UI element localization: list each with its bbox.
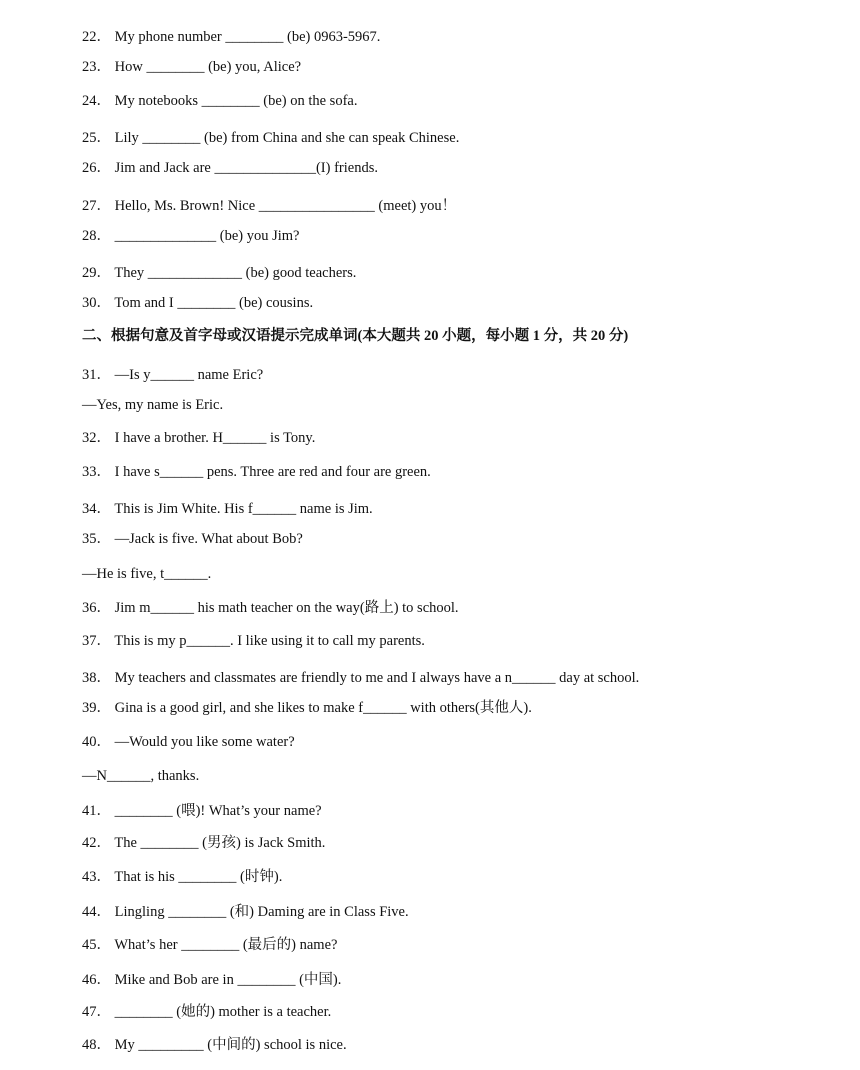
answer-line bbox=[82, 565, 211, 583]
question-line bbox=[82, 463, 431, 481]
question-number: 35． bbox=[82, 531, 111, 547]
question-number: 33． bbox=[82, 464, 111, 480]
question-text: —Would you like some water? bbox=[114, 734, 295, 750]
question-number: 42． bbox=[82, 835, 111, 851]
question-line bbox=[82, 733, 295, 751]
question-number: 43． bbox=[82, 869, 111, 885]
question-line bbox=[82, 802, 322, 820]
question-text: Lily ________ (be) from China and she can speak Chinese. bbox=[114, 130, 460, 146]
question-line bbox=[82, 366, 263, 384]
question-text: ______________ (be) you Jim? bbox=[114, 228, 300, 244]
question-number: 22． bbox=[82, 29, 111, 45]
question-line bbox=[82, 868, 282, 886]
question-text: Mike and Bob are in ________ (中国). bbox=[114, 972, 342, 988]
question-text: My phone number ________ (be) 0963-5967. bbox=[114, 29, 381, 45]
question-text: —Jack is five. What about Bob? bbox=[114, 531, 303, 547]
question-line bbox=[82, 669, 639, 687]
question-number: 36． bbox=[82, 600, 111, 616]
answer-line bbox=[82, 767, 199, 785]
question-number: 41． bbox=[82, 803, 111, 819]
question-text: Jim and Jack are ______________(I) friends. bbox=[114, 160, 378, 176]
question-text: This is Jim White. His f______ name is Jim. bbox=[114, 501, 373, 517]
section-heading: 二、根据句意及首字母或汉语提示完成单词(本大题共 20 小题，每小题 1 分，共 20 分) bbox=[82, 328, 629, 344]
question-number: 25． bbox=[82, 130, 111, 146]
question-line bbox=[82, 903, 409, 921]
question-text: My notebooks ________ (be) on the sofa. bbox=[114, 93, 358, 109]
question-line bbox=[82, 500, 373, 518]
question-line bbox=[82, 599, 459, 617]
question-number: 27． bbox=[82, 198, 111, 214]
question-text: That is his ________ (时钟). bbox=[114, 869, 283, 885]
question-number: 48． bbox=[82, 1037, 111, 1053]
question-number: 44． bbox=[82, 904, 111, 920]
question-number: 28． bbox=[82, 228, 111, 244]
question-text: What’s her ________ (最后的) name? bbox=[114, 937, 338, 953]
question-number: 37． bbox=[82, 633, 111, 649]
question-line bbox=[82, 632, 425, 650]
question-number: 29． bbox=[82, 265, 111, 281]
question-text: —He is five, t______. bbox=[82, 566, 212, 582]
question-number: 34． bbox=[82, 501, 111, 517]
question-text: My _________ (中间的) school is nice. bbox=[114, 1037, 347, 1053]
question-line bbox=[82, 936, 337, 954]
question-line bbox=[82, 197, 456, 215]
question-text: They _____________ (be) good teachers. bbox=[114, 265, 357, 281]
question-text: ________ (喂)! What’s your name? bbox=[114, 803, 322, 819]
question-number: 46． bbox=[82, 972, 111, 988]
question-line bbox=[82, 530, 303, 548]
question-line bbox=[82, 429, 315, 447]
question-number: 47． bbox=[82, 1004, 111, 1020]
question-number: 39． bbox=[82, 700, 111, 716]
question-text: Lingling ________ (和) Daming are in Class Five. bbox=[114, 904, 409, 920]
question-line bbox=[82, 159, 378, 177]
question-number: 32． bbox=[82, 430, 111, 446]
question-line bbox=[82, 92, 357, 110]
question-text: I have a brother. H______ is Tony. bbox=[114, 430, 316, 446]
question-text: Tom and I ________ (be) cousins. bbox=[114, 295, 314, 311]
question-text: This is my p______. I like using it to call my parents. bbox=[114, 633, 425, 649]
answer-line bbox=[82, 396, 223, 414]
question-text: The ________ (男孩) is Jack Smith. bbox=[114, 835, 326, 851]
question-text: How ________ (be) you, Alice? bbox=[114, 59, 302, 75]
question-text: I have s______ pens. Three are red and four are green. bbox=[114, 464, 431, 480]
question-text: —Yes, my name is Eric. bbox=[82, 397, 224, 413]
question-line bbox=[82, 1003, 331, 1021]
question-line bbox=[82, 227, 299, 245]
question-line bbox=[82, 58, 301, 76]
question-number: 30． bbox=[82, 295, 111, 311]
question-text: My teachers and classmates are friendly to me and I always have a n______ day at school. bbox=[114, 670, 640, 686]
question-line bbox=[82, 294, 313, 312]
question-line bbox=[82, 834, 325, 852]
question-text: Gina is a good girl, and she likes to make f______ with others(其他人). bbox=[114, 700, 532, 716]
question-number: 26． bbox=[82, 160, 111, 176]
question-number: 40． bbox=[82, 734, 111, 750]
question-text: —N______, thanks. bbox=[82, 768, 200, 784]
question-number: 31． bbox=[82, 367, 111, 383]
question-number: 38． bbox=[82, 670, 111, 686]
question-number: 24． bbox=[82, 93, 111, 109]
question-number: 23． bbox=[82, 59, 111, 75]
question-line bbox=[82, 129, 459, 147]
question-line bbox=[82, 28, 380, 46]
question-text: Hello, Ms. Brown! Nice ________________ (meet) you！ bbox=[114, 198, 457, 214]
question-line bbox=[82, 971, 341, 989]
question-line bbox=[82, 1036, 347, 1054]
question-number: 45． bbox=[82, 937, 111, 953]
question-text: —Is y______ name Eric? bbox=[114, 367, 264, 383]
question-line bbox=[82, 699, 532, 717]
question-text: Jim m______ his math teacher on the way(路上) to school. bbox=[114, 600, 459, 616]
question-line bbox=[82, 264, 356, 282]
question-text: ________ (她的) mother is a teacher. bbox=[114, 1004, 332, 1020]
